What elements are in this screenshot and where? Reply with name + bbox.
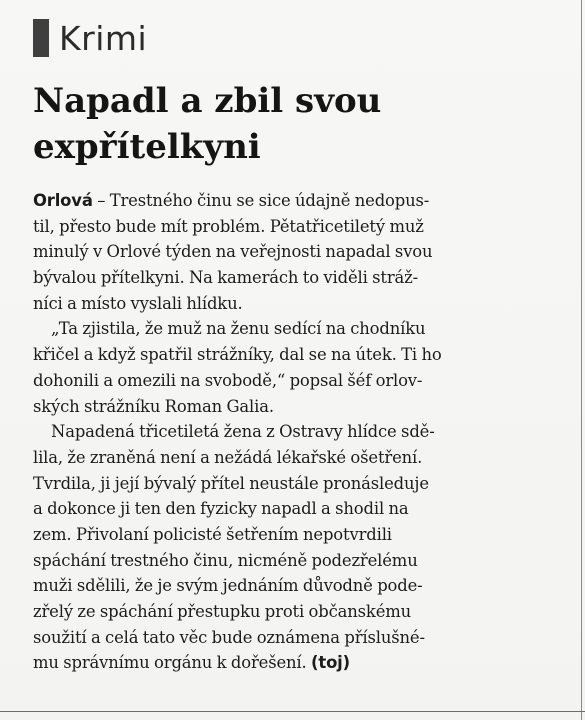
article-line: lila, že zraněná není a nežádá lékařské ošetření.: [33, 447, 423, 467]
section-label: Krimi: [59, 18, 148, 58]
article-line: „Ta zjistila, že muž na ženu sedící na chodníku: [51, 319, 426, 339]
dateline: Orlová: [33, 191, 93, 210]
article-line: zem. Přivolaní policisté šetřením nepotvrdili: [33, 524, 392, 544]
article-line: minulý v Orlové týden na veřejnosti napadal svou: [33, 242, 433, 262]
article-line: [33, 188, 550, 214]
article-line: křičel a když spatřil strážníky, dal se na útek. Ti ho: [33, 345, 442, 365]
article-line: Tvrdila, ji její bývalý přítel neustále pronásleduje: [33, 473, 429, 493]
article-body: [33, 188, 550, 676]
article-line: [33, 650, 550, 676]
article-line: dohonili a omezili na svobodě,“ popsal šéf orlov-: [33, 370, 423, 390]
headline: [33, 78, 553, 170]
article-line: bývalou přítelkyni. Na kamerách to viděli stráž-: [33, 268, 419, 288]
article-line: a dokonce ji ten den fyzicky napadl a shodil na: [33, 499, 409, 519]
article-line: spáchání trestného činu, nicméně podezřelému: [33, 550, 418, 570]
headline-line-1: Napadl a zbil svou: [33, 81, 382, 121]
article-line: ských strážníku Roman Galia.: [33, 396, 274, 416]
article-text: – Trestného činu se sice údajně nedopus-: [92, 191, 430, 210]
article-line: Napadená třicetiletá žena z Ostravy hlídce sdě-: [51, 422, 435, 442]
headline-line-2: expřítelkyni: [33, 127, 261, 167]
article-line: til, přesto bude mít problém. Pětatřicetiletý muž: [33, 216, 424, 236]
article-line: zřelý ze spáchání přestupku proti občanskému: [33, 602, 412, 621]
article-line: soužití a celá tato věc bude oznámena příslušné-: [33, 627, 425, 647]
article-text: mu správnímu orgánu k dořešení.: [33, 653, 312, 673]
byline: (toj): [311, 653, 350, 673]
rubric-bar: [33, 19, 49, 57]
scan-edge-right: [581, 0, 582, 720]
article-line: muži sdělili, že je svým jednáním důvodně pode-: [33, 576, 423, 596]
scan-edge-bottom: [0, 711, 585, 712]
section-rubric: [33, 18, 147, 58]
article-line: níci a místo vyslali hlídku.: [33, 293, 243, 313]
